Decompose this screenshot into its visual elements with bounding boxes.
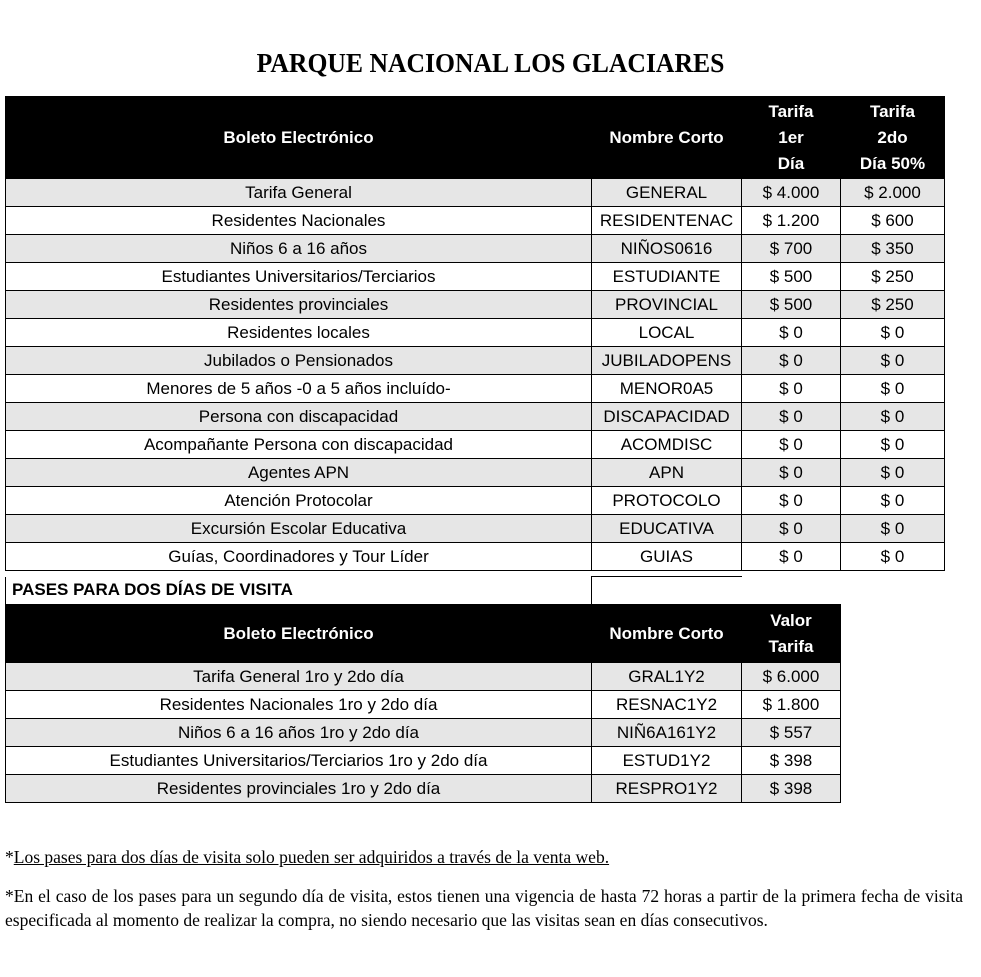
header-line: 1er <box>778 127 804 147</box>
cell-boleto: Tarifa General <box>6 179 592 207</box>
cell-boleto: Residentes Nacionales <box>6 207 592 235</box>
cell-nombre: GUIAS <box>592 543 742 571</box>
table-row <box>6 543 945 571</box>
table-row <box>6 747 841 775</box>
cell-tarifa1: $ 0 <box>742 347 841 375</box>
table-row <box>6 347 945 375</box>
cell-tarifa1: $ 0 <box>742 319 841 347</box>
cell-boleto: Estudiantes Universitarios/Terciarios <box>6 263 592 291</box>
header-boleto: Boleto Electrónico <box>6 97 592 179</box>
cell-tarifa1: $ 700 <box>742 235 841 263</box>
blank-cell <box>592 577 742 605</box>
cell-nombre: ACOMDISC <box>592 431 742 459</box>
cell-tarifa2: $ 0 <box>841 319 945 347</box>
header-line: 2do <box>877 127 908 147</box>
cell-valor: $ 6.000 <box>742 663 841 691</box>
table-row <box>6 459 945 487</box>
table-row <box>6 291 945 319</box>
cell-nombre: JUBILADOPENS <box>592 347 742 375</box>
note-web-only <box>5 845 963 869</box>
cell-nombre: ESTUD1Y2 <box>592 747 742 775</box>
cell-boleto: Excursión Escolar Educativa <box>6 515 592 543</box>
cell-tarifa1: $ 0 <box>742 375 841 403</box>
cell-tarifa1: $ 500 <box>742 263 841 291</box>
table-row <box>6 375 945 403</box>
cell-boleto: Agentes APN <box>6 459 592 487</box>
note-web-only-text: Los pases para dos días de visita solo pueden ser adquiridos a través de la venta web. <box>13 847 610 867</box>
cell-nombre: ESTUDIANTE <box>592 263 742 291</box>
header-nombre-corto: Nombre Corto <box>592 97 742 179</box>
header-line: Día 50% <box>859 153 926 173</box>
header-line: Valor <box>770 610 812 630</box>
note-asterisk: * <box>5 847 14 867</box>
cell-tarifa2: $ 250 <box>841 263 945 291</box>
cell-tarifa2: $ 0 <box>841 347 945 375</box>
cell-tarifa1: $ 0 <box>742 543 841 571</box>
page-title: PARQUE NACIONAL LOS GLACIARES <box>256 48 725 78</box>
cell-tarifa2: $ 0 <box>841 487 945 515</box>
table-row <box>6 515 945 543</box>
cell-nombre: GENERAL <box>592 179 742 207</box>
cell-tarifa2: $ 0 <box>841 431 945 459</box>
cell-nombre: DISCAPACIDAD <box>592 403 742 431</box>
cell-nombre: RESNAC1Y2 <box>592 691 742 719</box>
cell-tarifa1: $ 0 <box>742 515 841 543</box>
header-boleto: Boleto Electrónico <box>6 605 592 663</box>
table-row <box>6 691 841 719</box>
table-row <box>6 319 945 347</box>
cell-tarifa2: $ 600 <box>841 207 945 235</box>
table-row <box>6 263 945 291</box>
cell-tarifa2: $ 250 <box>841 291 945 319</box>
table-row <box>6 487 945 515</box>
cell-nombre: MENOR0A5 <box>592 375 742 403</box>
cell-tarifa1: $ 0 <box>742 487 841 515</box>
section-label-row <box>6 577 841 605</box>
cell-tarifa1: $ 1.200 <box>742 207 841 235</box>
header-line: Tarifa <box>768 101 814 121</box>
table-row <box>6 775 841 803</box>
header-line: Día <box>777 153 805 173</box>
cell-nombre: NIÑOS0616 <box>592 235 742 263</box>
cell-valor: $ 398 <box>742 775 841 803</box>
cell-tarifa1: $ 0 <box>742 403 841 431</box>
table-row <box>6 235 945 263</box>
cell-boleto: Niños 6 a 16 años 1ro y 2do día <box>6 719 592 747</box>
header-tarifa-1er-dia <box>742 97 841 179</box>
table-row <box>6 403 945 431</box>
cell-nombre: PROVINCIAL <box>592 291 742 319</box>
cell-valor: $ 557 <box>742 719 841 747</box>
table-row <box>6 179 945 207</box>
cell-tarifa1: $ 4.000 <box>742 179 841 207</box>
table-header-row <box>6 605 841 663</box>
cell-boleto: Niños 6 a 16 años <box>6 235 592 263</box>
cell-boleto: Persona con discapacidad <box>6 403 592 431</box>
table-row <box>6 431 945 459</box>
cell-tarifa2: $ 2.000 <box>841 179 945 207</box>
cell-nombre: GRAL1Y2 <box>592 663 742 691</box>
cell-tarifa2: $ 0 <box>841 543 945 571</box>
cell-valor: $ 398 <box>742 747 841 775</box>
table-row <box>6 663 841 691</box>
table-row <box>6 207 945 235</box>
cell-nombre: APN <box>592 459 742 487</box>
note-second-day-validity: *En el caso de los pases para un segundo día de visita, estos tienen una vigencia de hasta 72 horas a partir de la primera fecha de visita especificada al momento de realizar la compra, no siendo necesario que las visitas sean en días consecutivos. <box>5 886 963 930</box>
cell-tarifa2: $ 0 <box>841 515 945 543</box>
cell-boleto: Estudiantes Universitarios/Terciarios 1ro y 2do día <box>6 747 592 775</box>
cell-nombre: NIÑ6A161Y2 <box>592 719 742 747</box>
header-valor-tarifa <box>742 605 841 663</box>
two-day-passes-table <box>5 576 841 803</box>
table-header-row <box>6 97 945 179</box>
header-line: Tarifa <box>869 101 916 121</box>
cell-boleto: Acompañante Persona con discapacidad <box>6 431 592 459</box>
cell-boleto: Residentes locales <box>6 319 592 347</box>
cell-boleto: Guías, Coordinadores y Tour Líder <box>6 543 592 571</box>
cell-nombre: RESPRO1Y2 <box>592 775 742 803</box>
cell-tarifa1: $ 0 <box>742 459 841 487</box>
cell-nombre: EDUCATIVA <box>592 515 742 543</box>
cell-nombre: PROTOCOLO <box>592 487 742 515</box>
cell-boleto: Residentes Nacionales 1ro y 2do día <box>6 691 592 719</box>
cell-boleto: Tarifa General 1ro y 2do día <box>6 663 592 691</box>
cell-tarifa2: $ 0 <box>841 375 945 403</box>
cell-boleto: Residentes provinciales <box>6 291 592 319</box>
cell-tarifa2: $ 0 <box>841 403 945 431</box>
cell-boleto: Residentes provinciales 1ro y 2do día <box>6 775 592 803</box>
cell-tarifa2: $ 350 <box>841 235 945 263</box>
cell-nombre: LOCAL <box>592 319 742 347</box>
blank-cell <box>742 577 841 605</box>
header-nombre-corto: Nombre Corto <box>592 605 742 663</box>
cell-tarifa1: $ 0 <box>742 431 841 459</box>
cell-boleto: Menores de 5 años -0 a 5 años incluído- <box>6 375 592 403</box>
table-row <box>6 719 841 747</box>
header-tarifa-2do-dia <box>841 97 945 179</box>
header-line: Tarifa <box>768 636 814 656</box>
cell-valor: $ 1.800 <box>742 691 841 719</box>
cell-boleto: Jubilados o Pensionados <box>6 347 592 375</box>
cell-nombre: RESIDENTENAC <box>592 207 742 235</box>
cell-tarifa1: $ 500 <box>742 291 841 319</box>
cell-tarifa2: $ 0 <box>841 459 945 487</box>
single-day-fares-table <box>5 96 945 571</box>
section-label-two-day-passes: PASES PARA DOS DÍAS DE VISITA <box>6 577 592 605</box>
cell-boleto: Atención Protocolar <box>6 487 592 515</box>
